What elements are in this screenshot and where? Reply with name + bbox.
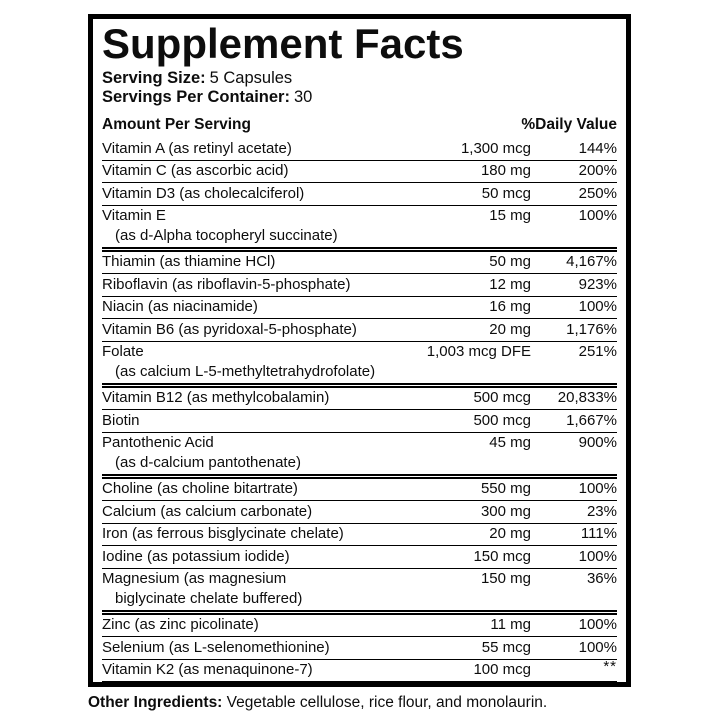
nutrient-amount: 11 mg bbox=[490, 616, 531, 633]
nutrient-name: Riboflavin (as riboflavin-5-phosphate) bbox=[102, 275, 351, 293]
nutrient-amount: 45 mg bbox=[489, 434, 531, 451]
nutrient-daily-value: 36% bbox=[586, 570, 617, 587]
nutrient-amount: 50 mcg bbox=[481, 184, 531, 202]
nutrient-daily-value: 100% bbox=[578, 547, 617, 565]
nutrient-amount: 150 mg bbox=[480, 570, 531, 587]
nutrient-amount: 550 mg bbox=[480, 480, 531, 497]
nutrient-name: Selenium (as L-selenomethionine) bbox=[102, 638, 330, 656]
nutrient-daily-value: 100% bbox=[578, 616, 617, 633]
footnote-block bbox=[102, 681, 617, 687]
nutrient-name: Vitamin A (as retinyl acetate) bbox=[102, 139, 292, 157]
servings-per-container-value: 30 bbox=[293, 88, 313, 106]
nutrient-row bbox=[102, 318, 617, 341]
serving-size-value: 5 Capsules bbox=[209, 69, 293, 87]
nutrient-row bbox=[102, 383, 617, 410]
nutrient-name: Pantothenic Acid (as d-calcium pantothenate) bbox=[102, 434, 301, 471]
servings-per-container-line bbox=[102, 88, 617, 107]
nutrient-amount: 150 mcg bbox=[473, 547, 531, 565]
nutrient-name: Vitamin B12 (as methylcobalamin) bbox=[102, 389, 330, 406]
nutrient-row bbox=[102, 409, 617, 432]
nutrient-name: Calcium (as calcium carbonate) bbox=[102, 502, 313, 520]
nutrient-amount: 50 mg bbox=[489, 253, 531, 270]
nutrient-amount: 15 mg bbox=[489, 207, 531, 224]
nutrient-amount: 300 mg bbox=[480, 502, 531, 520]
nutrient-name: Vitamin B6 (as pyridoxal-5-phosphate) bbox=[102, 320, 357, 338]
nutrient-daily-value: 200% bbox=[578, 162, 617, 179]
nutrient-amount: 500 mcg bbox=[473, 389, 531, 406]
nutrient-daily-value: 100% bbox=[578, 207, 617, 224]
nutrient-amount: 1,003 mcg DFE bbox=[426, 343, 531, 360]
nutrient-daily-value: 900% bbox=[578, 434, 617, 451]
nutrient-amount: 16 mg bbox=[489, 298, 531, 315]
nutrient-daily-value: ** bbox=[603, 658, 617, 675]
nutrient-row bbox=[102, 523, 617, 546]
nutrient-amount: 100 mcg bbox=[473, 661, 531, 678]
nutrient-name: Iron (as ferrous bisglycinate chelate) bbox=[102, 525, 344, 542]
nutrient-name: Zinc (as zinc picolinate) bbox=[102, 616, 259, 633]
nutrient-row bbox=[102, 160, 617, 183]
nutrient-amount: 500 mcg bbox=[473, 411, 531, 429]
nutrient-name: Vitamin E (as d-Alpha tocopheryl succinate) bbox=[102, 207, 338, 244]
nutrient-row bbox=[102, 636, 617, 659]
nutrient-row bbox=[102, 659, 617, 682]
nutrient-daily-value: 250% bbox=[578, 184, 617, 202]
nutrient-daily-value: 100% bbox=[578, 298, 617, 315]
nutrient-row bbox=[102, 247, 617, 274]
nutrient-row bbox=[102, 296, 617, 319]
other-ingredients-line bbox=[88, 694, 547, 712]
nutrient-name: Iodine (as potassium iodide) bbox=[102, 547, 290, 565]
nutrient-rows bbox=[102, 138, 617, 681]
nutrient-row bbox=[102, 182, 617, 205]
nutrient-name: Niacin (as niacinamide) bbox=[102, 298, 258, 315]
nutrient-row bbox=[102, 273, 617, 296]
nutrient-name: Biotin bbox=[102, 411, 140, 429]
nutrient-daily-value: 4,167% bbox=[566, 253, 617, 270]
nutrient-amount: 20 mg bbox=[489, 525, 531, 542]
other-ingredients-text: Vegetable cellulose, rice flour, and monolaurin. bbox=[222, 694, 548, 711]
nutrient-daily-value: 100% bbox=[578, 638, 617, 656]
nutrient-row bbox=[102, 610, 617, 637]
servings-per-container-label: Servings Per Container: bbox=[102, 88, 290, 106]
nutrient-daily-value: 1,667% bbox=[566, 411, 617, 429]
nutrient-name: Magnesium (as magnesium biglycinate chelate buffered) bbox=[102, 570, 303, 607]
panel-title: Supplement Facts bbox=[102, 20, 464, 67]
nutrient-name: Folate (as calcium L-5-methyltetrahydrofolate) bbox=[102, 343, 376, 380]
nutrient-row bbox=[102, 474, 617, 501]
supplement-facts-panel bbox=[88, 14, 631, 687]
nutrient-daily-value: 111% bbox=[580, 525, 617, 542]
nutrient-amount: 1,300 mcg bbox=[460, 139, 531, 157]
nutrient-row bbox=[102, 568, 617, 610]
nutrient-daily-value: 923% bbox=[578, 275, 617, 293]
nutrient-daily-value: 100% bbox=[578, 480, 617, 497]
divider-thick-bottom bbox=[102, 681, 617, 687]
column-header-row bbox=[102, 112, 617, 138]
nutrient-name: Vitamin D3 (as cholecalciferol) bbox=[102, 184, 305, 202]
daily-value-header: %Daily Value bbox=[521, 116, 617, 133]
nutrient-daily-value: 23% bbox=[586, 502, 617, 520]
nutrient-name: Vitamin K2 (as menaquinone-7) bbox=[102, 661, 313, 678]
nutrient-daily-value: 144% bbox=[578, 139, 617, 157]
nutrient-amount: 55 mcg bbox=[481, 638, 531, 656]
other-ingredients-label: Other Ingredients: bbox=[88, 694, 223, 711]
nutrient-amount: 20 mg bbox=[489, 320, 531, 338]
nutrient-name: Choline (as choline bitartrate) bbox=[102, 480, 298, 497]
nutrient-row bbox=[102, 500, 617, 523]
serving-size-label: Serving Size: bbox=[102, 69, 206, 87]
serving-size-line bbox=[102, 69, 617, 88]
nutrient-name: Thiamin (as thiamine HCl) bbox=[102, 253, 276, 270]
nutrient-daily-value: 1,176% bbox=[566, 320, 617, 338]
nutrient-daily-value: 251% bbox=[578, 343, 617, 360]
nutrient-amount: 180 mg bbox=[480, 162, 531, 179]
nutrient-row bbox=[102, 138, 617, 160]
nutrient-daily-value: 20,833% bbox=[557, 389, 617, 406]
nutrient-amount: 12 mg bbox=[489, 275, 531, 293]
nutrient-row bbox=[102, 205, 617, 247]
nutrient-row bbox=[102, 341, 617, 383]
nutrient-name: Vitamin C (as ascorbic acid) bbox=[102, 162, 289, 179]
nutrient-row bbox=[102, 545, 617, 568]
nutrient-row bbox=[102, 432, 617, 474]
amount-per-serving-header: Amount Per Serving bbox=[102, 116, 251, 133]
